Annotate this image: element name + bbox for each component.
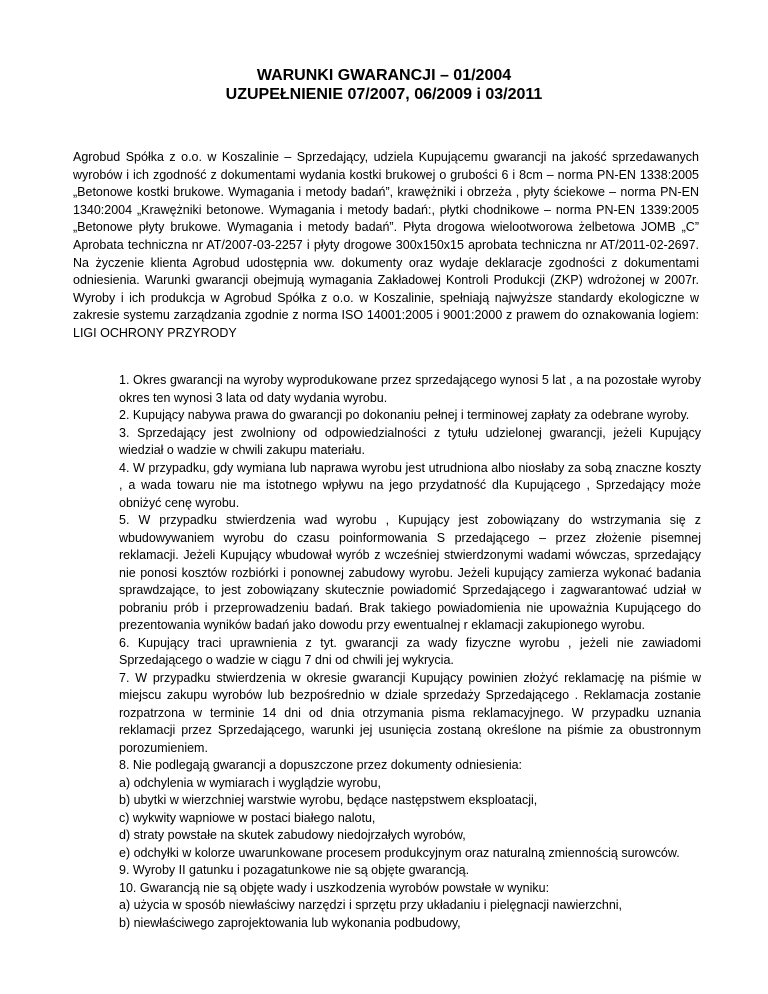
list-item: 3. Sprzedający jest zwolniony od odpowiedzialności z tytułu udzielonej gwarancji, jeżeli Kupujący wiedział o wadzie w chwili zakupu materiału.: [119, 425, 701, 457]
list-item: a) odchylenia w wymiarach i wyglądzie wyrobu,: [119, 775, 381, 790]
conditions-list: [119, 372, 701, 932]
list-item: a) użycia w sposób niewłaściwy narzędzi i sprzętu przy układaniu i pielęgnacji nawierzchni,: [119, 898, 623, 912]
list-item: 7. W przypadku stwierdzenia w okresie gwarancji Kupujący powinien złożyć reklamację na piśmie w miejscu zakupu wyrobów lub bezpośrednio w dziale sprzedaży Sprzedającego . Reklamacja zostanie rozpatrzona w terminie 14 dni od dnia otrzymania pisma reklamacyjnego. W przypadku uznania reklamacji przez Sprzedającego, warunki jej usunięcia zostaną określone na piśmie za obustronnym porozumieniem.: [119, 670, 701, 755]
list-item: e) odchyłki w kolorze uwarunkowane procesem produkcyjnym oraz naturalną zmiennością surowców.: [119, 845, 680, 860]
document-subtitle: UZUPEŁNIENIE 07/2007, 06/2009 i 03/2011: [225, 86, 543, 103]
list-item: 1. Okres gwarancji na wyroby wyprodukowane przez sprzedającego wynosi 5 lat , a na pozostałe wyroby okres ten wynosi 3 lata od daty wydania wyrobu.: [119, 373, 701, 405]
list-item: 2. Kupujący nabywa prawa do gwarancji po dokonaniu pełnej i terminowej zapłaty za odebrane wyroby.: [119, 408, 690, 422]
list-item: 9. Wyroby II gatunku i pozagatunkowe nie są objęte gwarancją.: [119, 863, 470, 877]
list-item: 4. W przypadku, gdy wymiana lub naprawa wyrobu jest utrudniona albo niosłaby za sobą znaczne koszty , a wada towaru nie ma istotnego wpływu na jego przydatność dla Kupującego , Sprzedający może obniżyć cenę wyrobu.: [119, 460, 701, 510]
list-item: c) wykwity wapniowe w postaci białego nalotu,: [119, 810, 376, 825]
list-item: b) ubytki w wierzchniej warstwie wyrobu, będące następstwem eksploatacji,: [119, 793, 538, 807]
list-item: 8. Nie podlegają gwarancji a dopuszczone przez dokumenty odniesienia:: [119, 758, 523, 772]
list-item: 5. W przypadku stwierdzenia wad wyrobu , Kupujący jest zobowiązany do wstrzymania się z wbudowywaniem wyrobu do czasu poinformowania S przedającego – przez złożenie pisemnej reklamacji. Jeżeli Kupujący wbudował wyrób z wcześniej stwierdzonymi wadami wówczas, sprzedający nie ponosi kosztów rozbiórki i ponownej zabudowy wyrobu. Jeżeli kupujący zamierza wykonać badania sprawdzające, to jest zobowiązany skutecznie powiadomić Sprzedającego i zagwarantować udział w pobraniu prób i przeprowadzeniu badań. Brak takiego powiadomienia nie upoważnia Kupującego do prezentowania wyników badań jako dowodu przy ewentualnej r eklamacji zakupionego wyrobu.: [119, 513, 701, 632]
document-title: WARUNKI GWARANCJI – 01/2004: [256, 67, 512, 84]
list-item: 6. Kupujący traci uprawnienia z tyt. gwarancji za wady fizyczne wyrobu , jeżeli nie zawiadomi Sprzedającego o wadzie w ciągu 7 dni od chwili jej wykrycia.: [119, 635, 701, 667]
intro-paragraph: Agrobud Spółka z o.o. w Koszalinie – Sprzedający, udziela Kupującemu gwarancji na jakość sprzedawanych wyrobów i ich zgodność z dokumentami wydania kostki brukowej o grubości 6 i 8cm – norma PN-EN 1338:2005 „Betonowe kostki brukowe. Wymagania i metody badań”, krawężniki i obrzeża , płyty ściekowe – norma PN-EN 1340:2004 „Krawężniki betonowe. Wymagania i metody badań:, płytki chodnikowe – norma PN-EN 1339:2005 „Betonowe płyty brukowe. Wymagania i metody badań”. Płyta drogowa wielootworowa żelbetowa JOMB „C” Aprobata techniczna nr AT/2007-03-2257 i płyty drogowe 300x150x15 aprobata techniczna nr AT/2011-02-2697. Na życzenie klienta Agrobud udostępnia ww. dokumenty oraz wydaje deklaracje zgodności z dokumentami odniesienia. Warunki gwarancji obejmują wymagania Zakładowej Kontroli Produkcji (ZKP) wdrożonej w 2007r. Wyroby i ich produkcja w Agrobud Spółka z o.o. w Koszalinie, spełniają najwyższe standardy ekologiczne w zakresie systemu zarządzania zgodnie z norma ISO 14001:2005 i 9001:2000 z prawem do oznakowania logiem: LIGI OCHRONY PRZYRODY: [73, 150, 699, 340]
list-item: 10. Gwarancją nie są objęte wady i uszkodzenia wyrobów powstałe w wyniku:: [119, 880, 550, 895]
list-item: d) straty powstałe na skutek zabudowy niedojrzałych wyrobów,: [119, 828, 466, 842]
list-item: b) niewłaściwego zaprojektowania lub wykonania podbudowy,: [119, 915, 461, 930]
